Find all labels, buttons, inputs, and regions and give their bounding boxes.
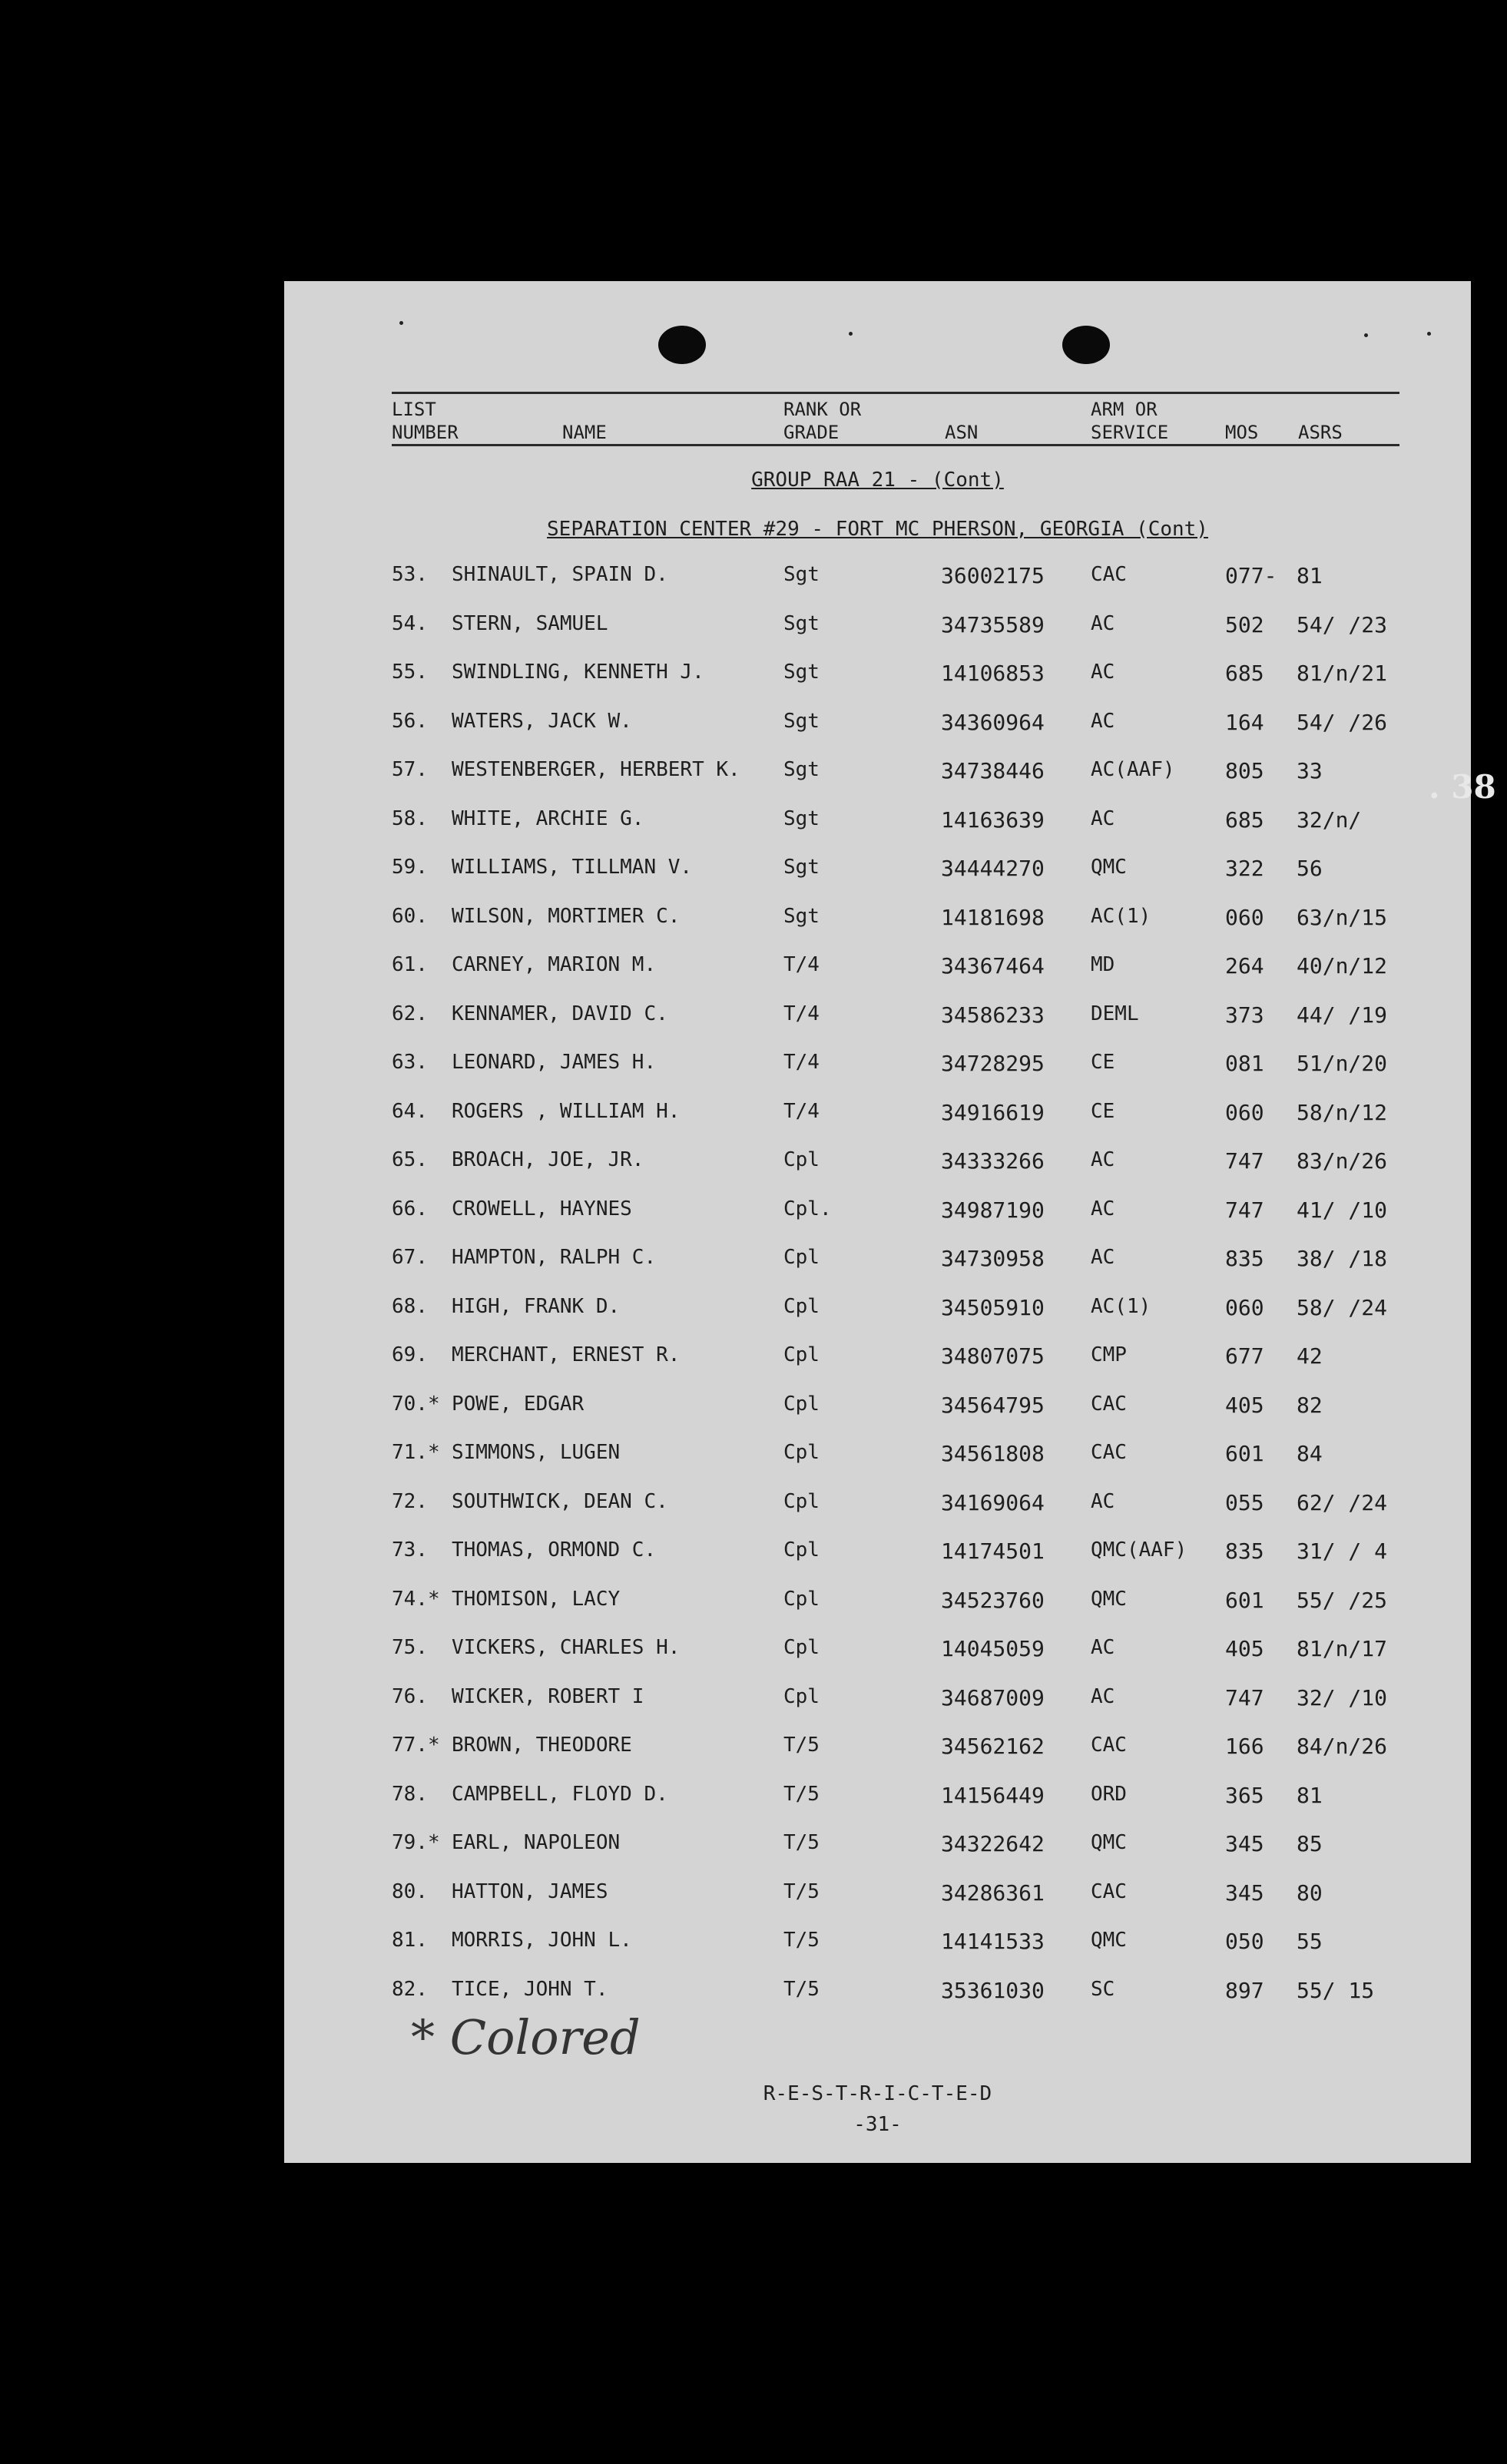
cell-list-number: 56. [392, 709, 428, 733]
cell-list-number: 70.* [392, 1392, 440, 1416]
punch-hole [658, 326, 706, 364]
cell-name: HAMPTON, RALPH C. [452, 1246, 657, 1269]
cell-asn: 34735589 [941, 611, 1045, 638]
cell-mos: 747 [1225, 1148, 1264, 1174]
header-number-label: NUMBER [392, 422, 459, 443]
cell-rank: Sgt [783, 758, 820, 781]
cell-mos: 081 [1225, 1051, 1264, 1076]
punch-hole [1062, 326, 1110, 364]
cell-asn: 34505910 [941, 1294, 1045, 1320]
cell-arm-service: QMC [1091, 1831, 1127, 1854]
cell-mos: 060 [1225, 904, 1264, 930]
header-service-label: SERVICE [1091, 422, 1169, 443]
cell-list-number: 75. [392, 1636, 428, 1659]
table-row [284, 953, 1471, 1002]
cell-asrs: 82 [1297, 1392, 1323, 1418]
cell-rank: Sgt [783, 709, 820, 733]
header-mos: MOS [1225, 422, 1259, 443]
table-row [284, 1393, 1471, 1442]
cell-mos: 060 [1225, 1294, 1264, 1320]
cell-list-number: 64. [392, 1099, 428, 1123]
cell-arm-service: AC(1) [1091, 1294, 1151, 1318]
cell-rank: Cpl [783, 1392, 820, 1416]
cell-name: THOMISON, LACY [452, 1587, 621, 1611]
cell-asn: 34807075 [941, 1343, 1045, 1369]
cell-rank: Cpl [783, 1343, 820, 1366]
cell-arm-service: QMC [1091, 856, 1127, 879]
table-row [284, 710, 1471, 759]
cell-asn: 34730958 [941, 1246, 1045, 1271]
center-title-text: SEPARATION CENTER #29 - FORT MC PHERSON, GEORGIA (Cont) [547, 518, 1208, 541]
cell-asn: 14141533 [941, 1929, 1045, 1954]
cell-asrs: 41/ /10 [1297, 1197, 1388, 1223]
cell-arm-service: CMP [1091, 1343, 1127, 1366]
cell-name: BROACH, JOE, JR. [452, 1148, 644, 1171]
table-row [284, 1002, 1471, 1052]
table-row [284, 1343, 1471, 1393]
cell-asrs: 63/n/15 [1297, 904, 1388, 930]
cell-mos: 322 [1225, 856, 1264, 881]
cell-name: WICKER, ROBERT I [452, 1684, 644, 1708]
cell-name: TICE, JOHN T. [452, 1977, 608, 2001]
cell-arm-service: CE [1091, 1051, 1115, 1074]
cell-asn: 34728295 [941, 1051, 1045, 1076]
cell-mos: 677 [1225, 1343, 1264, 1369]
cell-arm-service: AC [1091, 1246, 1115, 1269]
cell-asrs: 55/ 15 [1297, 1977, 1375, 2003]
cell-name: WATERS, JACK W. [452, 709, 632, 733]
table-row [284, 1783, 1471, 1832]
cell-name: SIMMONS, LUGEN [452, 1441, 621, 1464]
cell-rank: T/4 [783, 1002, 820, 1025]
cell-list-number: 62. [392, 1002, 428, 1025]
table-row [284, 1685, 1471, 1734]
cell-rank: T/5 [783, 1929, 820, 1952]
cell-arm-service: QMC(AAF) [1091, 1538, 1187, 1562]
cell-mos: 060 [1225, 1099, 1264, 1125]
roster-list [284, 563, 1471, 2026]
cell-rank: Cpl [783, 1441, 820, 1464]
cell-list-number: 82. [392, 1977, 428, 2001]
cell-rank: Cpl [783, 1246, 820, 1269]
header-rank [783, 398, 861, 444]
cell-name: VICKERS, CHARLES H. [452, 1636, 681, 1659]
cell-arm-service: CAC [1091, 563, 1127, 586]
table-row [284, 1490, 1471, 1539]
cell-list-number: 65. [392, 1148, 428, 1171]
header-rank-label: RANK OR [783, 399, 862, 420]
cell-name: SHINAULT, SPAIN D. [452, 563, 668, 586]
cell-rank: Sgt [783, 856, 820, 879]
cell-arm-service: AC(1) [1091, 904, 1151, 928]
cell-rank: Sgt [783, 563, 820, 586]
cell-arm-service: AC [1091, 1197, 1115, 1220]
cell-asrs: 83/n/26 [1297, 1148, 1388, 1174]
cell-rank: Cpl [783, 1538, 820, 1562]
header-arm-label: ARM OR [1091, 399, 1158, 420]
table-row [284, 1051, 1471, 1100]
cell-name: MERCHANT, ERNEST R. [452, 1343, 681, 1366]
margin-number: . 38 [1429, 768, 1496, 806]
cell-asn: 34286361 [941, 1879, 1045, 1906]
cell-name: CROWELL, HAYNES [452, 1197, 632, 1220]
header-arm [1091, 398, 1168, 444]
cell-list-number: 58. [392, 806, 428, 830]
cell-asrs: 58/ /24 [1297, 1294, 1388, 1320]
table-row [284, 1100, 1471, 1149]
cell-mos: 050 [1225, 1929, 1264, 1954]
cell-asrs: 42 [1297, 1343, 1323, 1369]
table-row [284, 661, 1471, 710]
table-row [284, 905, 1471, 954]
cell-arm-service: AC [1091, 806, 1115, 830]
cell-name: WESTENBERGER, HERBERT K. [452, 758, 740, 781]
cell-list-number: 77.* [392, 1734, 440, 1757]
cell-name: SOUTHWICK, DEAN C. [452, 1489, 668, 1513]
cell-name: BROWN, THEODORE [452, 1734, 632, 1757]
cell-asrs: 31/ / 4 [1297, 1538, 1388, 1564]
cell-arm-service: SC [1091, 1977, 1115, 2001]
cell-asn: 14181698 [941, 904, 1045, 930]
cell-asrs: 51/n/20 [1297, 1051, 1388, 1076]
cell-asrs: 81 [1297, 563, 1323, 588]
cell-rank: Cpl [783, 1684, 820, 1708]
group-title-text: GROUP RAA 21 - (Cont) [751, 469, 1004, 492]
table-row [284, 1831, 1471, 1880]
cell-asn: 34687009 [941, 1684, 1045, 1711]
cell-name: STERN, SAMUEL [452, 611, 608, 635]
cell-arm-service: CE [1091, 1099, 1115, 1123]
cell-rank: T/4 [783, 953, 820, 976]
cell-list-number: 73. [392, 1538, 428, 1562]
table-row [284, 1734, 1471, 1783]
cell-arm-service: AC(AAF) [1091, 758, 1175, 781]
cell-asrs: 62/ /24 [1297, 1489, 1388, 1515]
cell-asrs: 81 [1297, 1782, 1323, 1808]
cell-asn: 34367464 [941, 953, 1045, 979]
cell-list-number: 59. [392, 856, 428, 879]
cell-arm-service: AC [1091, 1684, 1115, 1708]
table-row [284, 856, 1471, 905]
cell-list-number: 78. [392, 1782, 428, 1806]
cell-asrs: 55 [1297, 1929, 1323, 1954]
cell-mos: 747 [1225, 1197, 1264, 1223]
cell-rank: Cpl. [783, 1197, 832, 1220]
table-row [284, 1148, 1471, 1197]
cell-name: THOMAS, ORMOND C. [452, 1538, 657, 1562]
cell-asrs: 40/n/12 [1297, 953, 1388, 979]
cell-asn: 34322642 [941, 1831, 1045, 1856]
cell-name: HATTON, JAMES [452, 1879, 608, 1903]
cell-asn: 34562162 [941, 1734, 1045, 1759]
cell-asrs: 85 [1297, 1831, 1323, 1856]
table-row [284, 1880, 1471, 1929]
cell-asn: 34987190 [941, 1197, 1045, 1223]
cell-arm-service: AC [1091, 1148, 1115, 1171]
cell-name: LEONARD, JAMES H. [452, 1051, 657, 1074]
cell-name: KENNAMER, DAVID C. [452, 1002, 668, 1025]
cell-list-number: 57. [392, 758, 428, 781]
cell-asn: 36002175 [941, 563, 1045, 588]
cell-list-number: 63. [392, 1051, 428, 1074]
cell-asn: 14174501 [941, 1538, 1045, 1564]
cell-rank: T/4 [783, 1099, 820, 1123]
table-row [284, 563, 1471, 612]
cell-asrs: 80 [1297, 1879, 1323, 1906]
cell-list-number: 79.* [392, 1831, 440, 1854]
table-row [284, 1636, 1471, 1685]
cell-arm-service: AC [1091, 661, 1115, 684]
cell-arm-service: CAC [1091, 1441, 1127, 1464]
cell-asrs: 32/ /10 [1297, 1684, 1388, 1711]
cell-mos: 502 [1225, 611, 1264, 638]
cell-list-number: 53. [392, 563, 428, 586]
table-row [284, 1295, 1471, 1344]
cell-mos: 601 [1225, 1587, 1264, 1613]
cell-arm-service: AC [1091, 709, 1115, 733]
cell-asrs: 55/ /25 [1297, 1587, 1388, 1613]
cell-asn: 34738446 [941, 758, 1045, 783]
speck [1364, 333, 1368, 337]
cell-list-number: 66. [392, 1197, 428, 1220]
cell-arm-service: CAC [1091, 1879, 1127, 1903]
table-row [284, 1929, 1471, 1978]
cell-list-number: 60. [392, 904, 428, 928]
cell-rank: T/5 [783, 1977, 820, 2001]
cell-asrs: 58/n/12 [1297, 1099, 1388, 1125]
cell-arm-service: AC [1091, 1636, 1115, 1659]
cell-mos: 077- [1225, 563, 1277, 588]
header-grade-label: GRADE [783, 422, 840, 443]
cell-asn: 14156449 [941, 1782, 1045, 1808]
cell-rank: Sgt [783, 661, 820, 684]
cell-list-number: 76. [392, 1684, 428, 1708]
cell-asrs: 81/n/21 [1297, 661, 1388, 686]
cell-name: CARNEY, MARION M. [452, 953, 657, 976]
cell-mos: 345 [1225, 1879, 1264, 1906]
table-row [284, 1588, 1471, 1637]
cell-rank: T/5 [783, 1879, 820, 1903]
cell-rank: Cpl [783, 1587, 820, 1611]
cell-mos: 747 [1225, 1684, 1264, 1711]
cell-mos: 405 [1225, 1392, 1264, 1418]
table-row [284, 1197, 1471, 1247]
cell-mos: 835 [1225, 1538, 1264, 1564]
cell-list-number: 80. [392, 1879, 428, 1903]
cell-asrs: 44/ /19 [1297, 1002, 1388, 1028]
cell-mos: 601 [1225, 1441, 1264, 1466]
header-top-rule [392, 392, 1399, 394]
cell-list-number: 71.* [392, 1441, 440, 1464]
cell-rank: Sgt [783, 611, 820, 635]
cell-rank: T/5 [783, 1831, 820, 1854]
cell-arm-service: DEML [1091, 1002, 1139, 1025]
cell-asrs: 54/ /23 [1297, 611, 1388, 638]
cell-rank: T/5 [783, 1782, 820, 1806]
cell-asrs: 84/n/26 [1297, 1734, 1388, 1759]
table-row [284, 807, 1471, 856]
cell-asn: 34360964 [941, 709, 1045, 735]
cell-mos: 805 [1225, 758, 1264, 783]
cell-asn: 34333266 [941, 1148, 1045, 1174]
cell-rank: Sgt [783, 806, 820, 830]
cell-name: CAMPBELL, FLOYD D. [452, 1782, 668, 1806]
cell-name: MORRIS, JOHN L. [452, 1929, 632, 1952]
document-page [284, 281, 1471, 2163]
cell-asn: 34586233 [941, 1002, 1045, 1028]
cell-asn: 35361030 [941, 1977, 1045, 2003]
cell-asn: 34169064 [941, 1489, 1045, 1515]
table-row [284, 1246, 1471, 1295]
cell-list-number: 74.* [392, 1587, 440, 1611]
table-row [284, 1441, 1471, 1490]
cell-name: WILLIAMS, TILLMAN V. [452, 856, 693, 879]
cell-list-number: 54. [392, 611, 428, 635]
header-asrs: ASRS [1298, 422, 1343, 443]
cell-list-number: 67. [392, 1246, 428, 1269]
cell-arm-service: CAC [1091, 1734, 1127, 1757]
cell-arm-service: AC [1091, 1489, 1115, 1513]
cell-rank: Cpl [783, 1148, 820, 1171]
cell-rank: T/5 [783, 1734, 820, 1757]
cell-asn: 14045059 [941, 1636, 1045, 1661]
cell-list-number: 72. [392, 1489, 428, 1513]
cell-mos: 685 [1225, 661, 1264, 686]
cell-arm-service: CAC [1091, 1392, 1127, 1416]
cell-asn: 34561808 [941, 1441, 1045, 1466]
cell-rank: Sgt [783, 904, 820, 928]
cell-list-number: 68. [392, 1294, 428, 1318]
cell-name: HIGH, FRANK D. [452, 1294, 621, 1318]
cell-asn: 34916619 [941, 1099, 1045, 1125]
cell-mos: 055 [1225, 1489, 1264, 1515]
cell-rank: Cpl [783, 1294, 820, 1318]
cell-asrs: 84 [1297, 1441, 1323, 1466]
cell-rank: T/4 [783, 1051, 820, 1074]
cell-mos: 264 [1225, 953, 1264, 979]
cell-asn: 14106853 [941, 661, 1045, 686]
header-asn: ASN [945, 422, 979, 443]
cell-list-number: 69. [392, 1343, 428, 1366]
table-row [284, 758, 1471, 807]
cell-arm-service: QMC [1091, 1929, 1127, 1952]
header-name: NAME [562, 422, 607, 443]
cell-mos: 166 [1225, 1734, 1264, 1759]
cell-list-number: 55. [392, 661, 428, 684]
cell-asn: 14163639 [941, 806, 1045, 833]
cell-name: SWINDLING, KENNETH J. [452, 661, 704, 684]
cell-mos: 373 [1225, 1002, 1264, 1028]
center-title [284, 518, 1471, 541]
speck [399, 321, 403, 325]
cell-name: EARL, NAPOLEON [452, 1831, 621, 1854]
cell-arm-service: QMC [1091, 1587, 1127, 1611]
cell-name: WILSON, MORTIMER C. [452, 904, 681, 928]
cell-mos: 897 [1225, 1977, 1264, 2003]
speck [849, 332, 853, 336]
cell-asn: 34564795 [941, 1392, 1045, 1418]
cell-name: WHITE, ARCHIE G. [452, 806, 644, 830]
table-row [284, 1538, 1471, 1588]
cell-asrs: 54/ /26 [1297, 709, 1388, 735]
cell-mos: 835 [1225, 1246, 1264, 1271]
header-list-label: LIST [392, 399, 436, 420]
cell-list-number: 81. [392, 1929, 428, 1952]
cell-asrs: 56 [1297, 856, 1323, 881]
cell-arm-service: AC [1091, 611, 1115, 635]
cell-list-number: 61. [392, 953, 428, 976]
table-row [284, 612, 1471, 661]
speck [1427, 332, 1431, 336]
header-list-number [392, 398, 459, 444]
restricted-marking: R-E-S-T-R-I-C-T-E-D [763, 2082, 992, 2105]
cell-mos: 405 [1225, 1636, 1264, 1661]
cell-asrs: 33 [1297, 758, 1323, 783]
cell-asrs: 81/n/17 [1297, 1636, 1388, 1661]
cell-arm-service: ORD [1091, 1782, 1127, 1806]
cell-asrs: 38/ /18 [1297, 1246, 1388, 1271]
handwritten-note: * Colored [411, 2009, 641, 2065]
cell-arm-service: MD [1091, 953, 1115, 976]
cell-asn: 34444270 [941, 856, 1045, 881]
cell-mos: 164 [1225, 709, 1264, 735]
group-title [284, 469, 1471, 492]
cell-rank: Cpl [783, 1489, 820, 1513]
page-number: -31- [853, 2113, 902, 2136]
cell-mos: 345 [1225, 1831, 1264, 1856]
cell-name: ROGERS , WILLIAM H. [452, 1099, 681, 1123]
cell-name: POWE, EDGAR [452, 1392, 585, 1416]
cell-mos: 365 [1225, 1782, 1264, 1808]
cell-mos: 685 [1225, 806, 1264, 833]
cell-asrs: 32/n/ [1297, 806, 1362, 833]
cell-rank: Cpl [783, 1636, 820, 1659]
header-bottom-rule [392, 444, 1399, 446]
cell-asn: 34523760 [941, 1587, 1045, 1613]
